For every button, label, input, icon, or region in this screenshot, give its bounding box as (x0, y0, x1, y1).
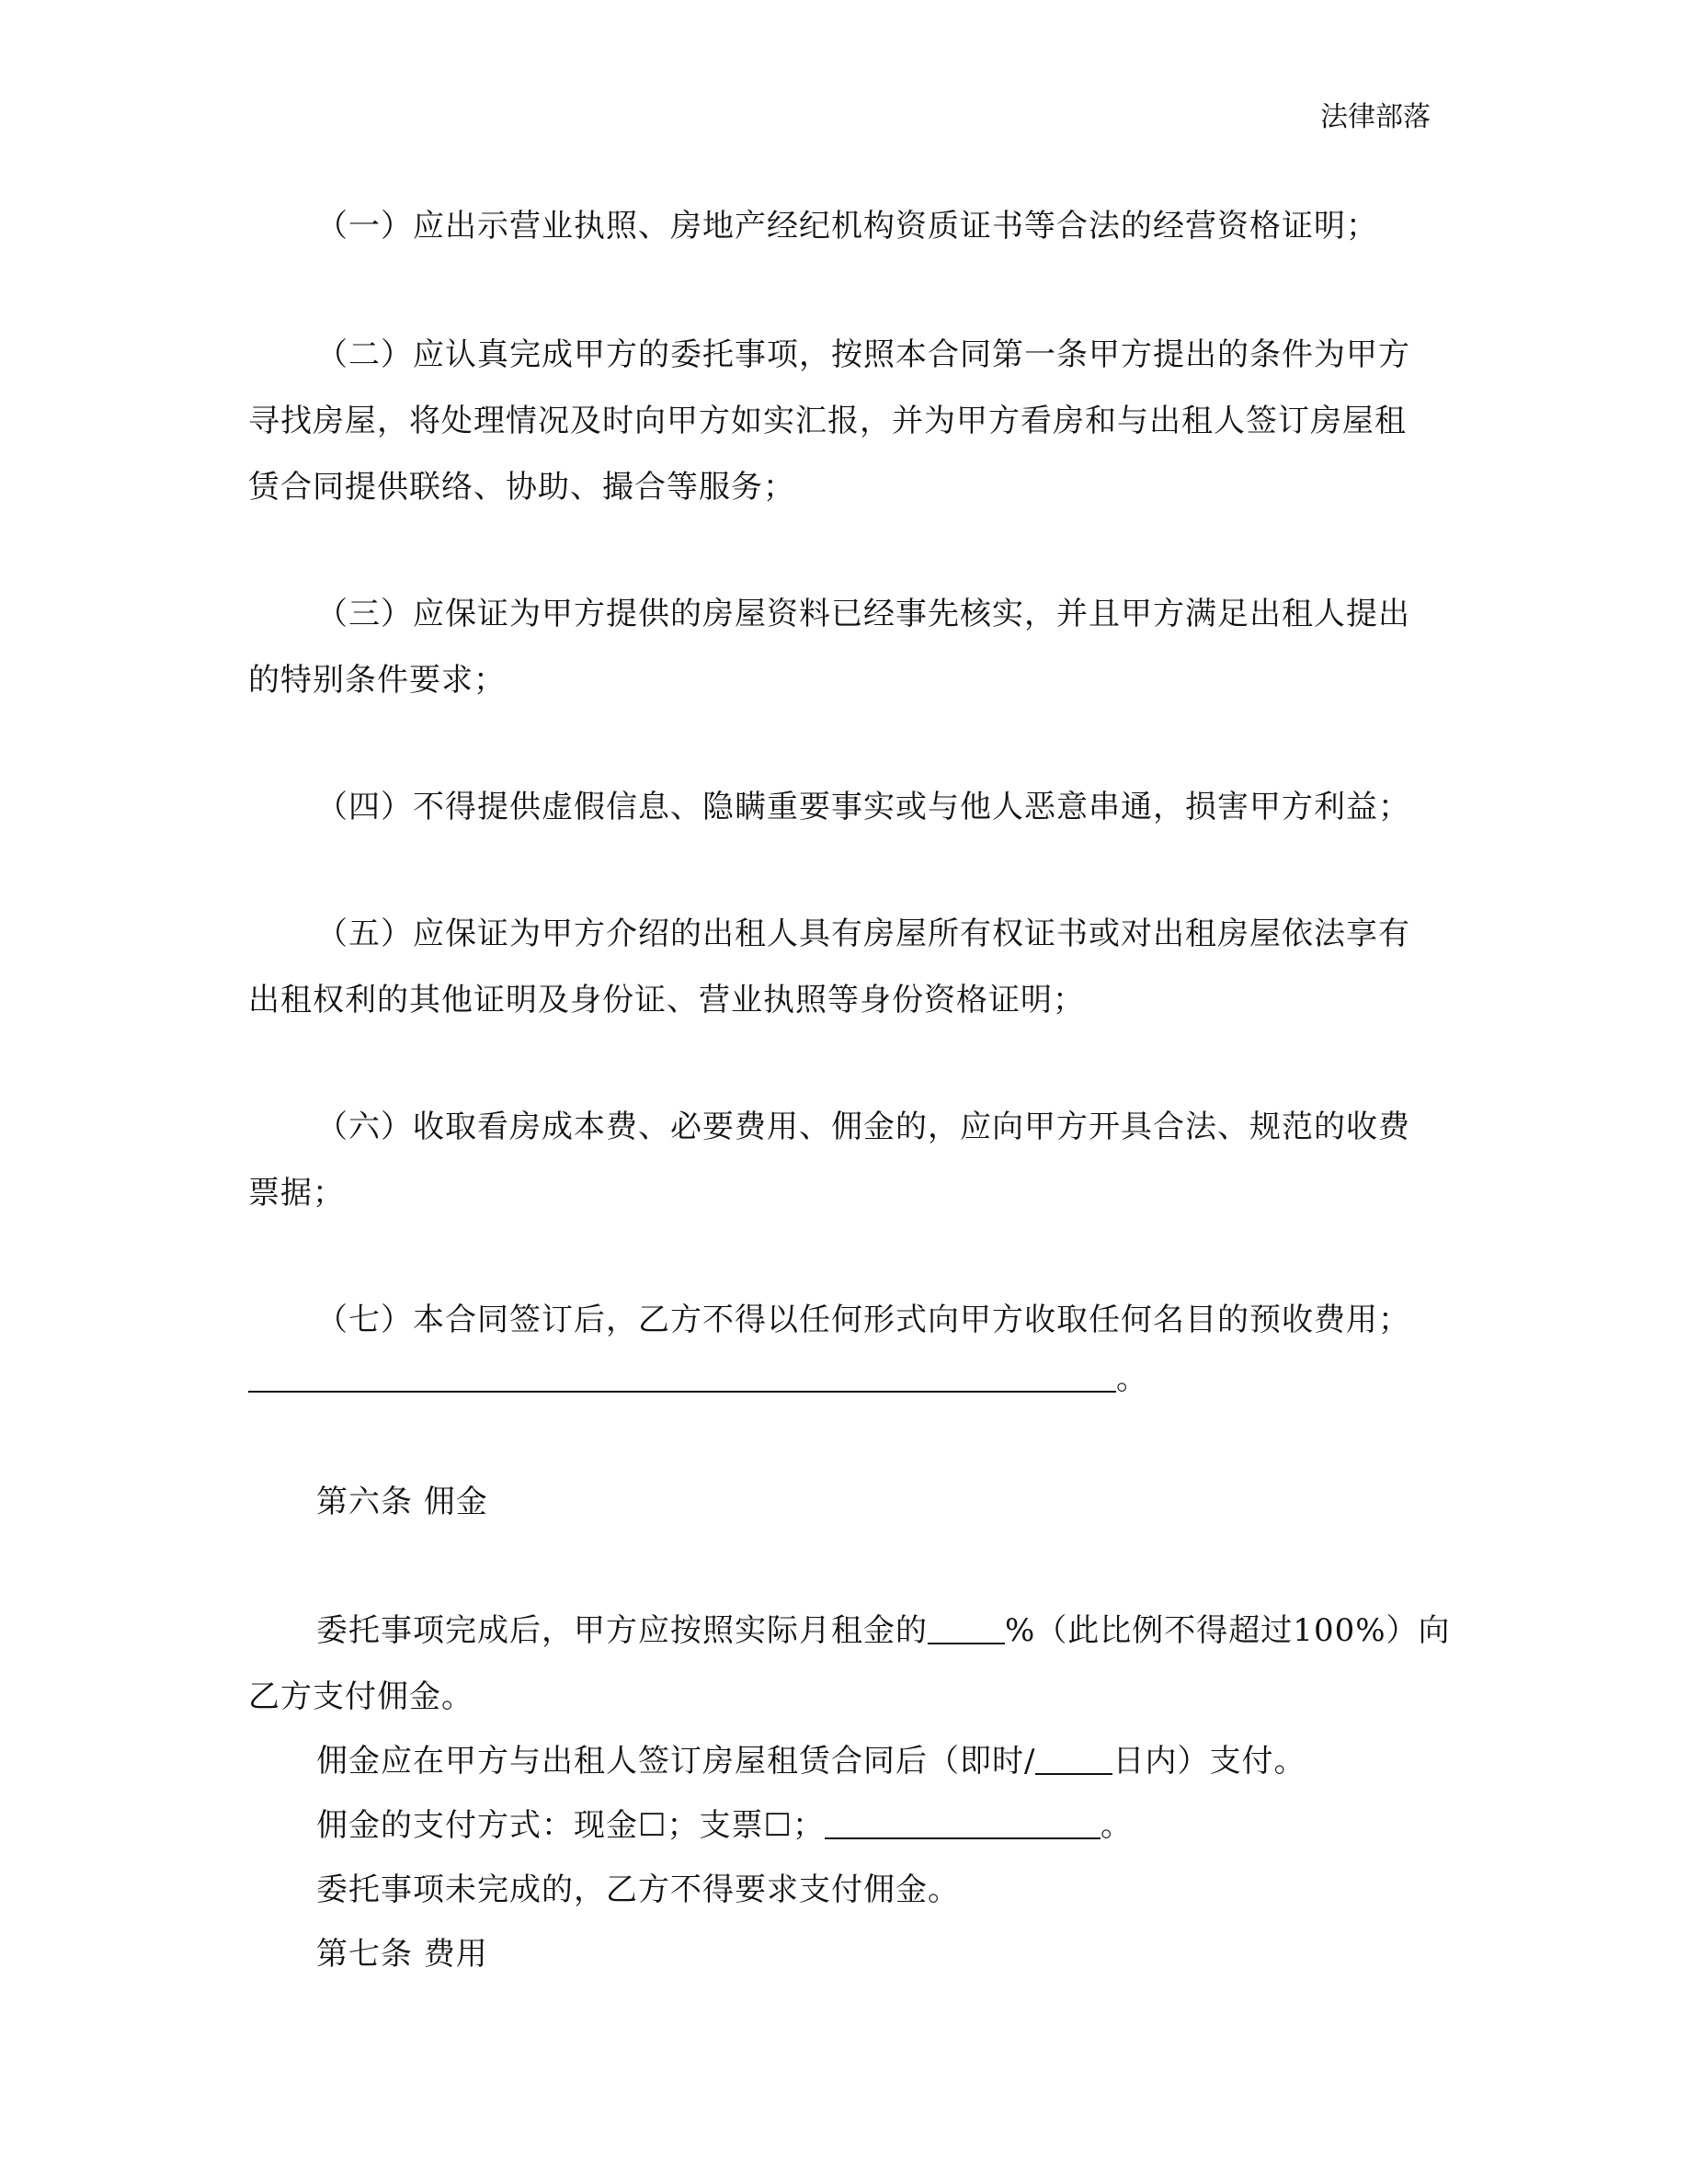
clause-7-line-2 (248, 1359, 1440, 1399)
clause-1: （一）应出示营业执照、房地产经纪机构资质证书等合法的经营资格证明； (316, 208, 1378, 245)
clause-5-line-2: 出租权利的其他证明及身份证、营业执照等身份资格证明； (248, 982, 1085, 1018)
commission-rate-blank[interactable] (928, 1611, 1005, 1644)
commission-clause-4: 委托事项未完成的，乙方不得要求支付佣金。 (316, 1871, 960, 1908)
clause-7-line-1: （七）本合同签订后，乙方不得以任何形式向甲方收取任何名目的预收费用； (316, 1302, 1410, 1338)
commission-text-tail: %（此比例不得超过100%）向 (1005, 1612, 1451, 1649)
commission-timing-text: 佣金应在甲方与出租人签订房屋租赁合同后（即时/ (316, 1743, 1036, 1780)
clause-3-line-1: （三）应保证为甲方提供的房屋资料已经事先核实，并且甲方满足出租人提出 (316, 596, 1410, 632)
period: 。 (1100, 1807, 1133, 1844)
clause-2-line-1: （二）应认真完成甲方的委托事项，按照本合同第一条甲方提出的条件为甲方 (316, 336, 1410, 373)
commission-clause-1-line-1 (316, 1610, 1451, 1651)
clause-2-line-3: 赁合同提供联络、协助、撮合等服务； (248, 469, 795, 506)
payment-method-text: 佣金的支付方式：现金☐；支票☐； (316, 1807, 825, 1844)
commission-timing-tail: 日内）支付。 (1112, 1743, 1306, 1780)
commission-clause-3 (316, 1805, 1440, 1846)
clause-5-line-1: （五）应保证为甲方介绍的出租人具有房屋所有权证书或对出租房屋依法享有 (316, 916, 1410, 952)
commission-text: 委托事项完成后，甲方应按照实际月租金的 (316, 1612, 928, 1649)
period: 。 (1116, 1360, 1148, 1397)
article-7-heading: 第七条 费用 (316, 1936, 488, 1973)
payment-method-blank[interactable] (825, 1806, 1101, 1839)
clause-2-line-2: 寻找房屋，将处理情况及时向甲方如实汇报，并为甲方看房和与出租人签订房屋租 (248, 403, 1407, 439)
commission-clause-1-line-2: 乙方支付佣金。 (248, 1678, 473, 1715)
clause-6-line-2: 票据； (248, 1175, 345, 1211)
clause-6-line-1: （六）收取看房成本费、必要费用、佣金的，应向甲方开具合法、规范的收费 (316, 1109, 1410, 1145)
fill-in-blank[interactable] (248, 1359, 1116, 1393)
clause-3-line-2: 的特别条件要求； (248, 662, 506, 699)
article-6-heading: 第六条 佣金 (316, 1484, 488, 1520)
days-blank[interactable] (1035, 1742, 1112, 1775)
commission-clause-2 (316, 1741, 1440, 1781)
page-header: 法律部落 (1320, 101, 1431, 133)
clause-4: （四）不得提供虚假信息、隐瞒重要事实或与他人恶意串通，损害甲方利益； (316, 789, 1410, 825)
